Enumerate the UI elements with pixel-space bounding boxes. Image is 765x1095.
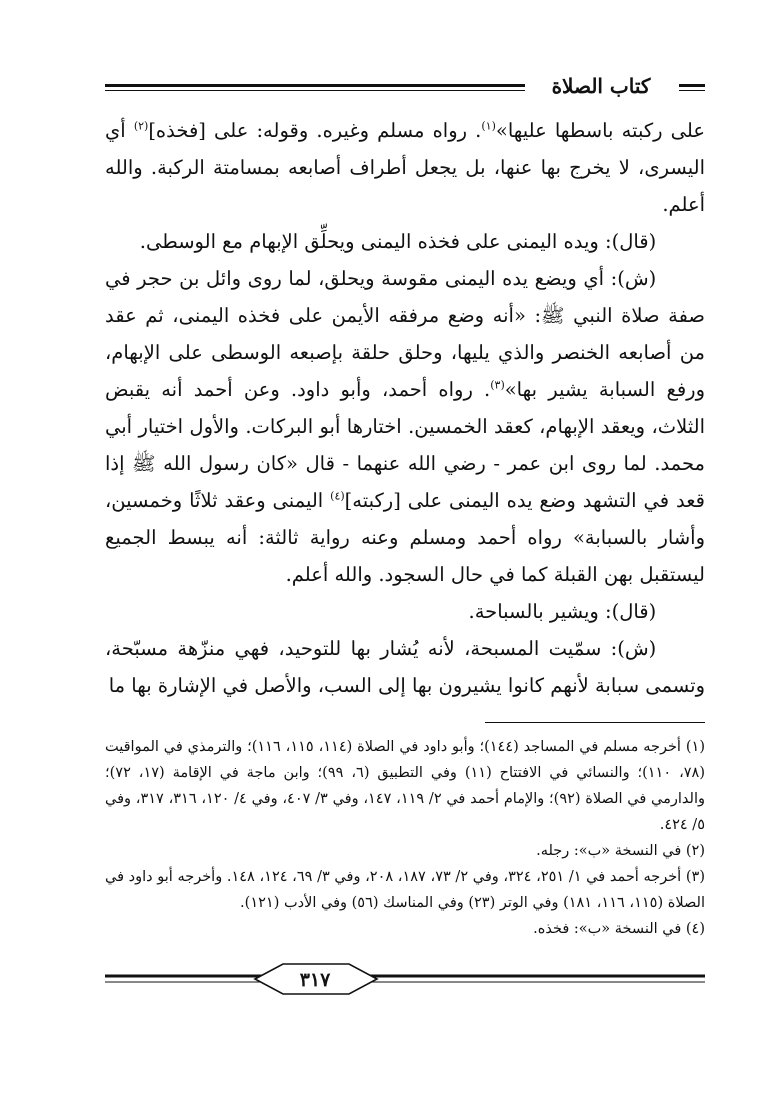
footer-ornament [105,960,705,1010]
footnote-4: (٤) في النسخة «ب»: فخذه. [533,921,705,937]
footnote-separator [485,722,705,723]
page-footer [105,960,705,1010]
page-number: ٣١٧ [299,969,331,991]
paragraph-3: (ش): أي ويضع يده اليمنى مقوسة ويحلق، لما روى وائل بن حجر في صفة صلاة النبي ﷺ: «أنه وضع مرفقه الأيمن على فخذه اليمنى، ثم عقد من أصابعه الخنصر والذي يليها، وحلق حلقة بإصبعه الوسطى على الإبهام، ورفع السبابة يشير بها»$^{(٣)}$. رواه أحمد، وأبو داود. وعن أحمد أنه يقبض الثلاث، ويعقد الإبهام، كعقد الخمسين. اختارها أبو البركات. والأول اختيار أبي محمد. لما روى ابن عمر - رضي الله عنهما - قال «كان رسول الله ﷺ إذا قعد في التشهد وضع يده اليمنى على [ركبته]$^{(٤)}$ اليمنى وعقد ثلاثًا وخمسين، وأشار بالسبابة» رواه أحمد ومسلم وعنه رواية ثالثة: أنه يبسط الجميع ليستقبل بهن القبلة كما في حال السجود. والله أعلم. [105,267,705,586]
chapter-title: كتاب الصلاة [551,74,651,98]
footnote-3: (٣) أخرجه أحمد في ١/ ٢٥١، ٣٢٤، وفي ٢/ ٧٣، ١٨٧، ٢٠٨، وفي ٣/ ٦٩، ١٢٤، ١٤٨. وأخرجه أبو داود في الصلاة (١١٥، ١١٦، ١٨١) وفي الوتر (٢٣) وفي المناسك (٥٦) وفي الأدب (١٢١). [105,869,705,911]
footnote-ref-3[interactable]: (٣) [490,378,505,392]
paragraph-4: (قال): ويشير بالسباحة. [468,600,657,623]
running-header [105,72,705,102]
paragraph-2: (قال): ويده اليمنى على فخذه اليمنى ويحلِّق الإبهام مع الوسطى. [139,230,657,253]
main-text [105,112,705,704]
paragraph-5: (ش): سمّيت المسبحة، لأنه يُشار بها للتوحيد، فهي منزّهة مسبّحة، وتسمى سبابة لأنهم كانوا يشيرون بها إلى السب، والأصل في الإشارة بها ما [105,637,705,697]
footnotes [105,734,705,942]
footnote-ref-4[interactable]: (٤) [330,489,345,503]
footnote-2: (٢) في النسخة «ب»: رجله. [536,843,705,859]
paragraph-1: على ركبته باسطها عليها»$^{(١)}$. رواه مسلم وغيره. وقوله: على [فخذه]$^{(٢)}$ أي اليسرى، لا يخرج بها عنها، بل يجعل أطراف أصابعه بمسامتة الركبة. والله أعلم. [105,119,705,216]
footnote-1: (١) أخرجه مسلم في المساجد (١٤٤)؛ وأبو داود في الصلاة (١١٤، ١١٥، ١١٦)؛ والترمذي في المواقيت (٧٨، ١١٠)؛ والنسائي في الافتتاح (١١) وفي التطبيق (٦، ٩٩)؛ وابن ماجة في الإقامة (١٧، ٧٢)؛ والدارمي في الصلاة (٩٢)؛ والإمام أحمد في ٢/ ١١٩، ١٤٧، وفي ٣/ ٤٠٧، وفي ٤/ ١٢٠، ٣١٦، ٣١٧، وفي ٥/ ٤٢٤. [105,739,705,833]
footnote-ref-2[interactable]: (٢) [133,119,149,133]
footnote-ref-1[interactable]: (١) [481,119,496,133]
